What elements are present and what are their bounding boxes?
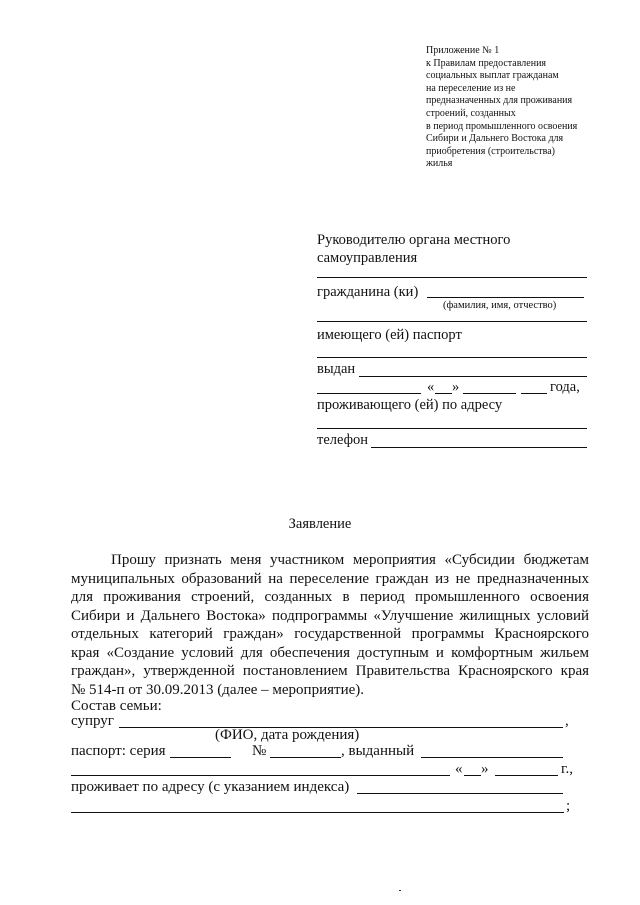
addressee-blank-line[interactable] (317, 277, 587, 278)
citizen-label: гражданина (ки) (317, 284, 419, 300)
family-year-label: г., (561, 761, 573, 777)
spouse-hint: (ФИО, дата рождения) (215, 727, 360, 743)
statement-title: Заявление (288, 516, 352, 532)
statement-line: Прошу признать меня участником мероприятия «Субсидии бюджетам (111, 552, 589, 568)
issued-year-field[interactable] (521, 393, 547, 394)
passport-issued-field-2[interactable] (71, 775, 450, 776)
passport-number-field[interactable] (270, 757, 341, 758)
phone-label: телефон (317, 432, 369, 448)
passport-field[interactable] (317, 357, 587, 358)
passport-issued-label: , выданный (341, 743, 415, 759)
annex-line: Приложение № 1 (426, 45, 500, 56)
date-quote-open: « (427, 379, 435, 395)
annex-line: в период промышленного освоения (426, 120, 578, 132)
fio-hint: (фамилия, имя, отчество) (443, 300, 557, 311)
issued-by-field[interactable] (359, 376, 587, 377)
passport-number-label: № (252, 743, 267, 759)
address-field[interactable] (317, 428, 587, 429)
phone-field[interactable] (371, 447, 587, 448)
issued-month-field[interactable] (463, 393, 516, 394)
statement-line: для проживания строений, созданных в период промышленного освоения (71, 589, 589, 605)
spouse-end: , (565, 713, 569, 729)
annex-line: строений, созданных (426, 107, 516, 119)
addressee-line-1: Руководителю органа местного (317, 232, 511, 248)
passport-issued-field[interactable] (421, 757, 563, 758)
issued-field-cont[interactable] (317, 393, 421, 394)
year-label: года, (550, 379, 580, 395)
address-label: проживающего (ей) по адресу (317, 397, 503, 413)
passport-label: имеющего (ей) паспорт (317, 327, 462, 343)
annex-line: Сибири и Дальнего Востока для (426, 133, 564, 145)
passport-series-label: паспорт: серия (71, 743, 166, 759)
family-date-quote-close: » (481, 761, 489, 777)
spouse-label: супруг (71, 713, 114, 729)
family-heading: Состав семьи: (71, 698, 162, 714)
passport-series-field[interactable] (170, 757, 231, 758)
family-date-quote-open: « (455, 761, 463, 777)
annex-line: социальных выплат гражданам (426, 70, 559, 82)
statement-body (71, 551, 589, 699)
annex-line: на переселение из не (426, 82, 516, 94)
statement-line: Сибири и Дальнего Востока» подпрограммы «Улучшение жилищных условий (71, 607, 589, 624)
statement-line: отдельных категорий граждан» государственной программы Красноярского (71, 626, 589, 642)
scan-speck (399, 890, 401, 891)
date-quote-close: » (452, 379, 460, 395)
citizen-name-field[interactable] (427, 297, 584, 298)
statement-line: № 514-п от 30.09.2013 (далее – мероприятие). (71, 681, 364, 698)
family-day-field[interactable] (464, 775, 481, 776)
addressee-line-2: самоуправления (317, 250, 418, 266)
annex-line: жилья (426, 158, 453, 170)
statement-line: края «Создание условий для обеспечения доступным и комфортным жильем (71, 644, 589, 661)
family-address-field[interactable] (357, 793, 563, 794)
citizen-name-field-2[interactable] (317, 321, 587, 322)
issued-day-field[interactable] (435, 393, 452, 394)
statement-line: граждан», утвержденной постановлением Правительства Красноярского края (71, 663, 589, 679)
statement-line: муниципальных образований на переселение граждан из не предназначенных (71, 570, 589, 587)
family-address-field-2[interactable] (71, 812, 564, 813)
family-end-mark: ; (566, 798, 571, 814)
annex-line: предназначенных для проживания (426, 95, 573, 107)
family-address-label: проживает по адресу (с указанием индекса) (71, 779, 350, 795)
issued-label: выдан (317, 361, 356, 377)
family-month-year-field[interactable] (495, 775, 558, 776)
annex-line: к Правилам предоставления (426, 57, 547, 69)
annex-header (426, 45, 577, 171)
annex-line: приобретения (строительства) (426, 145, 555, 157)
